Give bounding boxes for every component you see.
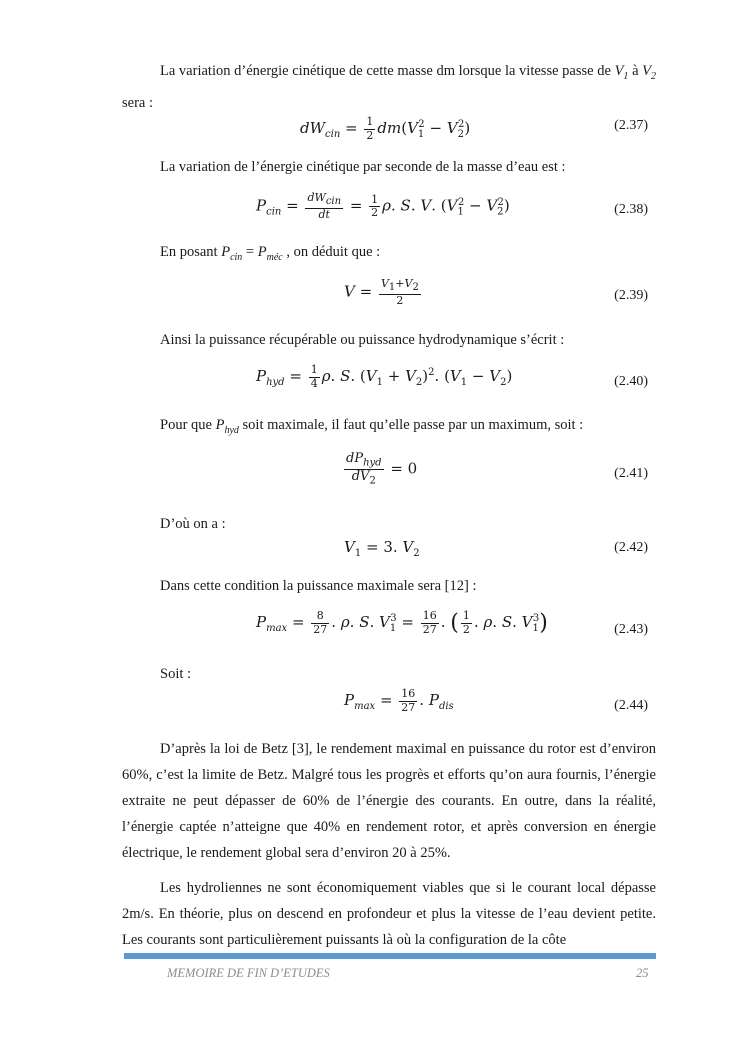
equation-2-38 xyxy=(122,192,656,232)
symbol-p-mec: $P_{méc}$ xyxy=(257,244,283,263)
equation-body: $P_{cin}$ = $\frac{dW_{cin}}{dt}$ = $\frac{1}{2}$ ρ. S. V. $(V_1^2 - V_2^2)$ xyxy=(256,191,510,221)
text-fragment: Soit : xyxy=(160,666,192,682)
equation-2-41 xyxy=(122,452,656,500)
equation-2-40 xyxy=(122,364,656,404)
text-fragment: Dans cette condition la puissance maximale sera [12] : xyxy=(160,578,477,594)
symbol-v2: $V_2$ xyxy=(642,63,657,82)
text-fragment: D’où on a : xyxy=(160,516,226,532)
paragraph-dou-on-a xyxy=(122,511,656,537)
paragraph-soit xyxy=(122,661,656,687)
paragraph-kinetic-variation xyxy=(122,58,656,116)
equation-body: $P_{hyd}$ = $\frac{1}{4}$ ρ. S. $(V_1 + V_2)^2$. $(V_1 - V_2)$ xyxy=(256,363,513,390)
text-fragment: Les hydroliennes ne sont économiquement viables que si le courant local dépasse 2m/s. En théorie, plus on descend en profondeur et plus la vitesse de l’eau devient petite. Les courants sont particulièrement puissants là où la configuration de la côte xyxy=(122,880,656,948)
paragraph-hydrodynamic-power xyxy=(122,327,656,353)
equation-number: (2.43) xyxy=(614,622,648,637)
text-fragment: sera : xyxy=(122,94,153,111)
equation-body: $\frac{dP_{hyd}}{dV_2}$ = 0 xyxy=(346,451,418,487)
text-fragment: La variation d’énergie cinétique de cette masse dm lorsque la vitesse passe de xyxy=(160,63,611,79)
equation-body: $P_{max}$ = $\frac{8}{27}$ . ρ. S. $V_1^3$ = $\frac{16}{27}$ . ( $\frac{1}{2}$ . ρ. S. $V_1^3$) xyxy=(256,609,548,636)
paragraph-en-posant: En posant $P_{cin} = P_{méc}$ , on déduit que : xyxy=(160,244,381,263)
paragraph-max-power-condition xyxy=(122,573,656,599)
text-fragment: à xyxy=(632,63,639,79)
symbol-p-cin: $P_{cin}$ xyxy=(221,244,243,263)
text-fragment: Pour que xyxy=(160,417,212,433)
equation-number: (2.44) xyxy=(614,698,648,713)
text-fragment: Ainsi la puissance récupérable ou puissance hydrodynamique s’écrit : xyxy=(160,332,565,348)
equation-body: V = $\frac{V_1+V_2}{2}$ xyxy=(344,277,419,307)
paragraph-maximum-condition xyxy=(122,412,656,444)
symbol-p-hyd: $P_{hyd}$ xyxy=(215,417,239,436)
paragraph-hydroliennes xyxy=(122,875,656,953)
footer-divider xyxy=(124,953,656,959)
equation-number: (2.40) xyxy=(614,374,648,389)
equation-2-37 xyxy=(122,116,656,156)
equation-body: $V_1 = 3$. $V_2$ xyxy=(344,538,420,559)
equation-body: $P_{max}$ = $\frac{16}{27}$ . $P_{dis}$ xyxy=(344,687,454,714)
equation-body: $dW_{cin}$ = $\frac{1}{2}$ $dm(V_1^2 - V_2^2)$ xyxy=(300,115,471,142)
equation-2-43 xyxy=(122,610,656,650)
text-fragment: D’après la loi de Betz [3], le rendement maximal en puissance du rotor est d’environ 60%, c’est la limite de Betz. Malgré tous les progrès et efforts qu’on aura fournis, l’énergie extraite ne peut dépasser de 60% de l’énergie des courants. En outre, dans la réalité, l’énergie captée n’atteigne que 40% en rendement rotor, et après conversion en énergie électrique, le rendement global sera d’environ 20 à 25%. xyxy=(122,741,656,861)
equation-2-42 xyxy=(122,538,656,578)
equation-number: (2.41) xyxy=(614,466,648,481)
equation-number: (2.42) xyxy=(614,540,648,555)
equation-number: (2.39) xyxy=(614,288,648,303)
equation-number: (2.37) xyxy=(614,118,648,133)
text-fragment: La variation de l’énergie cinétique par seconde de la masse d’eau est : xyxy=(160,159,566,175)
equation-number: (2.38) xyxy=(614,202,648,217)
symbol-v1: $V_1$ xyxy=(614,63,629,82)
text-fragment: soit maximale, il faut qu’elle passe par un maximum, soit : xyxy=(242,417,584,433)
page-number: 25 xyxy=(636,966,649,980)
text-fragment: En posant xyxy=(160,244,218,260)
paragraph-betz-limit xyxy=(122,736,656,866)
equation-2-39 xyxy=(122,278,656,318)
paragraph-kinetic-per-second xyxy=(122,154,656,180)
text-fragment: , on déduit que : xyxy=(286,244,381,260)
footer-title: MEMOIRE DE FIN D’ETUDES xyxy=(167,966,330,980)
equation-2-44 xyxy=(122,688,656,728)
